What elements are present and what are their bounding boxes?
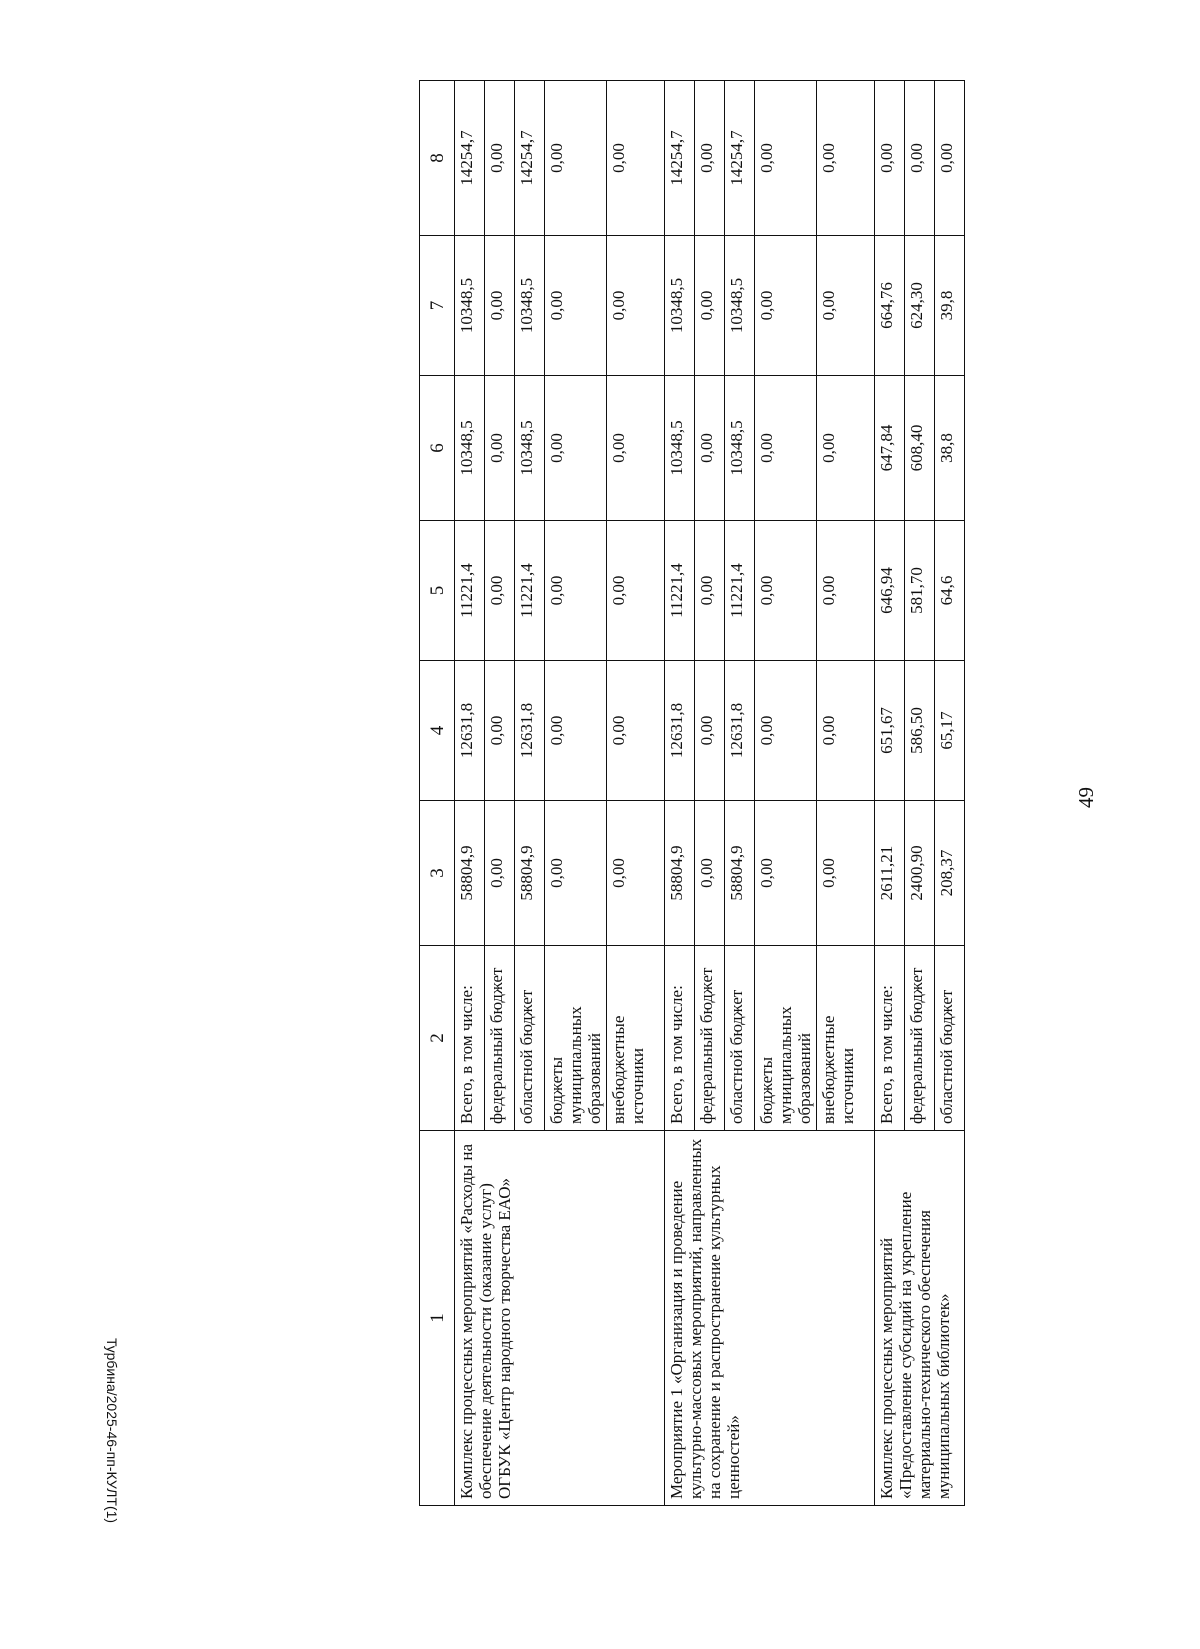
funding-source: Всего, в том числе: xyxy=(665,946,695,1131)
amount-cell: 12631,8 xyxy=(725,661,755,801)
amount-cell: 12631,8 xyxy=(665,661,695,801)
amount-cell: 0,00 xyxy=(755,521,817,661)
amount-cell: 0,00 xyxy=(545,236,607,376)
amount-cell: 0,00 xyxy=(695,376,725,521)
amount-cell: 0,00 xyxy=(695,661,725,801)
amount-cell: 11221,4 xyxy=(515,521,545,661)
amount-cell: 0,00 xyxy=(755,801,817,946)
funding-source: Всего, в том числе: xyxy=(455,946,485,1131)
amount-cell: 0,00 xyxy=(817,661,875,801)
amount-cell: 651,67 xyxy=(875,661,905,801)
amount-cell: 10348,5 xyxy=(665,376,695,521)
amount-cell: 0,00 xyxy=(545,661,607,801)
amount-cell: 64,6 xyxy=(935,521,965,661)
funding-source: Всего, в том числе: xyxy=(875,946,905,1131)
column-number: 6 xyxy=(420,376,455,521)
amount-cell: 0,00 xyxy=(817,801,875,946)
amount-cell: 10348,5 xyxy=(515,236,545,376)
amount-cell: 14254,7 xyxy=(515,81,545,236)
column-number: 3 xyxy=(420,801,455,946)
amount-cell: 0,00 xyxy=(905,81,935,236)
amount-cell: 39,8 xyxy=(935,236,965,376)
funding-source: внебюджетные источники xyxy=(817,946,875,1131)
amount-cell: 10348,5 xyxy=(515,376,545,521)
funding-source: федеральный бюджет xyxy=(485,946,515,1131)
amount-cell: 0,00 xyxy=(755,661,817,801)
column-number: 1 xyxy=(420,1131,455,1506)
table-row xyxy=(665,81,695,1506)
amount-cell: 646,94 xyxy=(875,521,905,661)
amount-cell: 0,00 xyxy=(817,376,875,521)
amount-cell: 0,00 xyxy=(607,801,665,946)
amount-cell: 14254,7 xyxy=(725,81,755,236)
amount-cell: 0,00 xyxy=(695,236,725,376)
amount-cell: 0,00 xyxy=(485,236,515,376)
amount-cell: 624,30 xyxy=(905,236,935,376)
amount-cell: 0,00 xyxy=(485,81,515,236)
amount-cell: 10348,5 xyxy=(725,236,755,376)
amount-cell: 11221,4 xyxy=(725,521,755,661)
amount-cell: 65,17 xyxy=(935,661,965,801)
amount-cell: 11221,4 xyxy=(665,521,695,661)
amount-cell: 0,00 xyxy=(485,521,515,661)
amount-cell: 0,00 xyxy=(755,81,817,236)
amount-cell: 0,00 xyxy=(607,661,665,801)
amount-cell: 581,70 xyxy=(905,521,935,661)
amount-cell: 0,00 xyxy=(607,236,665,376)
column-number: 8 xyxy=(420,81,455,236)
amount-cell: 58804,9 xyxy=(665,801,695,946)
funding-source: областной бюджет xyxy=(515,946,545,1131)
amount-cell: 0,00 xyxy=(607,81,665,236)
amount-cell: 0,00 xyxy=(935,81,965,236)
amount-cell: 0,00 xyxy=(695,81,725,236)
amount-cell: 586,50 xyxy=(905,661,935,801)
amount-cell: 647,84 xyxy=(875,376,905,521)
column-number: 5 xyxy=(420,521,455,661)
funding-source: бюджеты муниципальных образований xyxy=(545,946,607,1131)
amount-cell: 0,00 xyxy=(695,801,725,946)
amount-cell: 0,00 xyxy=(607,521,665,661)
item-name: Комплекс процессных мероприятий «Расходы на обеспечение деятельности (оказание услуг) ОГБУК «Центр народного творчества ЕАО» xyxy=(455,1131,665,1506)
amount-cell: 58804,9 xyxy=(515,801,545,946)
table-row xyxy=(455,81,485,1506)
amount-cell: 0,00 xyxy=(545,801,607,946)
amount-cell: 0,00 xyxy=(485,661,515,801)
amount-cell: 0,00 xyxy=(545,376,607,521)
amount-cell: 208,37 xyxy=(935,801,965,946)
amount-cell: 0,00 xyxy=(755,236,817,376)
column-number: 7 xyxy=(420,236,455,376)
amount-cell: 0,00 xyxy=(695,521,725,661)
column-number: 4 xyxy=(420,661,455,801)
amount-cell: 0,00 xyxy=(817,521,875,661)
amount-cell: 14254,7 xyxy=(455,81,485,236)
document-code: Турбина/2025-46-пп-КУЛТ(1) xyxy=(104,1338,120,1524)
amount-cell: 58804,9 xyxy=(725,801,755,946)
page-number: 49 xyxy=(1074,787,1098,808)
amount-cell: 11221,4 xyxy=(455,521,485,661)
amount-cell: 0,00 xyxy=(485,376,515,521)
budget-table xyxy=(419,80,965,1506)
amount-cell: 0,00 xyxy=(817,81,875,236)
table-row xyxy=(875,81,905,1506)
header-row xyxy=(420,81,455,1506)
amount-cell: 608,40 xyxy=(905,376,935,521)
amount-cell: 14254,7 xyxy=(665,81,695,236)
funding-source: федеральный бюджет xyxy=(695,946,725,1131)
amount-cell: 12631,8 xyxy=(455,661,485,801)
amount-cell: 2400,90 xyxy=(905,801,935,946)
amount-cell: 664,76 xyxy=(875,236,905,376)
amount-cell: 0,00 xyxy=(545,521,607,661)
column-number: 2 xyxy=(420,946,455,1131)
amount-cell: 10348,5 xyxy=(455,236,485,376)
amount-cell: 0,00 xyxy=(485,801,515,946)
amount-cell: 38,8 xyxy=(935,376,965,521)
amount-cell: 10348,5 xyxy=(725,376,755,521)
item-name: Мероприятие 1 «Организация и проведение культурно-массовых мероприятий, направленных на сохранение и распространение культурных ценностей» xyxy=(665,1131,875,1506)
amount-cell: 0,00 xyxy=(875,81,905,236)
amount-cell: 2611,21 xyxy=(875,801,905,946)
funding-source: областной бюджет xyxy=(725,946,755,1131)
item-name: Комплекс процессных мероприятий «Предоставление субсидий на укрепление материально-технического обеспечения муниципальных библиотек» xyxy=(875,1131,965,1506)
amount-cell: 10348,5 xyxy=(665,236,695,376)
amount-cell: 0,00 xyxy=(607,376,665,521)
funding-source: федеральный бюджет xyxy=(905,946,935,1131)
funding-source: внебюджетные источники xyxy=(607,946,665,1131)
amount-cell: 0,00 xyxy=(817,236,875,376)
amount-cell: 0,00 xyxy=(755,376,817,521)
amount-cell: 10348,5 xyxy=(455,376,485,521)
amount-cell: 12631,8 xyxy=(515,661,545,801)
amount-cell: 58804,9 xyxy=(455,801,485,946)
amount-cell: 0,00 xyxy=(545,81,607,236)
funding-source: бюджеты муниципальных образований xyxy=(755,946,817,1131)
funding-source: областной бюджет xyxy=(935,946,965,1131)
